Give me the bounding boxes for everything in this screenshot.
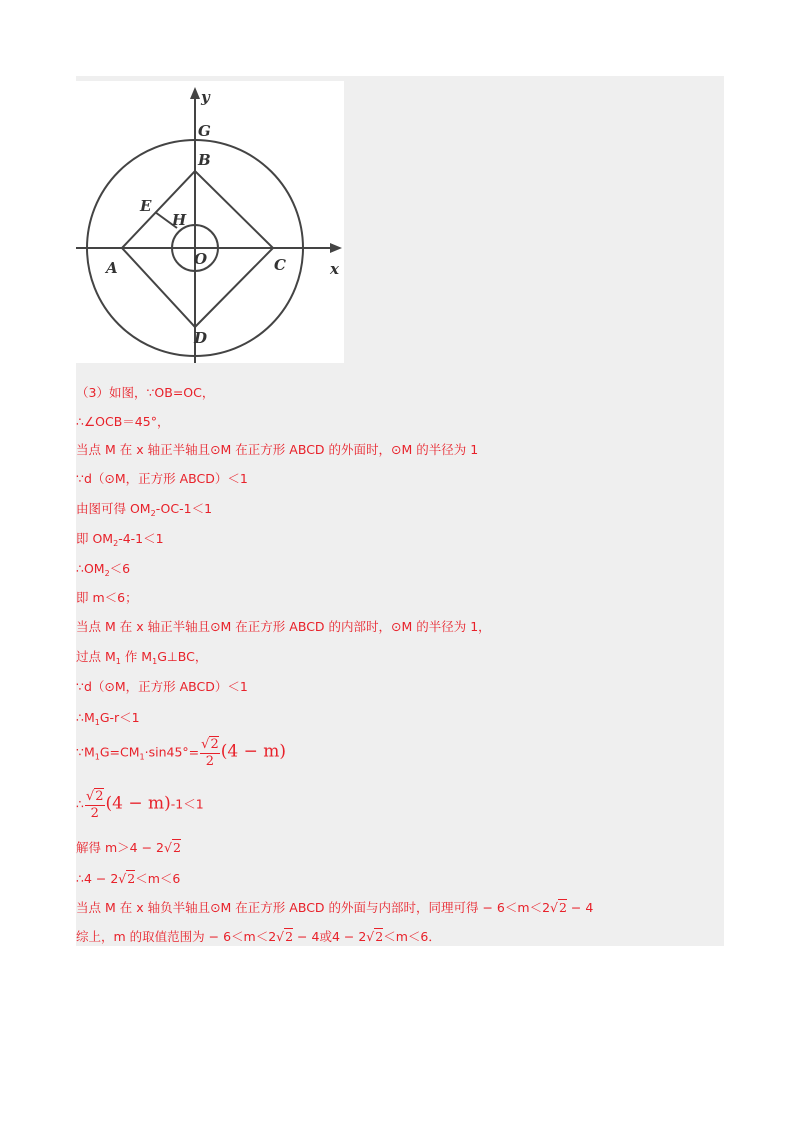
text-segment: -1＜1 xyxy=(170,796,204,812)
text-segment: ＜6 xyxy=(109,561,131,576)
radicand: 2 xyxy=(127,871,136,886)
sqrt-sign: √ xyxy=(366,929,375,944)
text-segment: ＜m＜6 xyxy=(135,871,181,886)
text-segment: 综上，m 的取值范围为 − 6＜m＜2 xyxy=(76,929,277,944)
text-segment: ∴M xyxy=(76,710,95,725)
text-segment: 由图可得 OM xyxy=(76,501,151,516)
text-segment: -4-1＜1 xyxy=(118,531,164,546)
solution-line-15 xyxy=(76,839,716,856)
fraction-denominator: 2 xyxy=(205,754,215,769)
text-segment: 当点 M 在 x 轴负半轴且⊙M 在正方形 ABCD 的外面与内部时，同理可得 − 6＜m＜2 xyxy=(76,900,551,915)
fraction-numerator: √2 xyxy=(201,737,219,752)
solution-line-8: 即 m＜6； xyxy=(76,590,138,605)
fraction xyxy=(200,736,220,770)
text-segment: ∴ xyxy=(76,796,84,812)
paren-expression: (4 − m) xyxy=(105,793,171,814)
label-e: E xyxy=(140,197,152,215)
solution-line-16 xyxy=(76,870,716,887)
subscript: 2 xyxy=(104,569,110,578)
sqrt-sign: √ xyxy=(276,929,285,944)
text-segment: G=CM xyxy=(99,744,140,760)
solution-line-7 xyxy=(76,561,716,582)
fraction-numerator: √2 xyxy=(85,789,104,804)
solution-line-14 xyxy=(76,788,716,822)
text-segment: − 4或4 − 2 xyxy=(293,929,367,944)
paren-expression: (4 − m) xyxy=(220,741,286,762)
subscript: 2 xyxy=(113,539,119,548)
sqrt-sign: √ xyxy=(118,871,127,886)
subscript: 1 xyxy=(152,657,158,666)
solution-line-6 xyxy=(76,531,716,552)
solution-line-12 xyxy=(76,710,716,731)
radicand: 2 xyxy=(375,929,384,944)
label-h: H xyxy=(172,211,187,229)
sqrt-sign: √ xyxy=(163,840,172,855)
text-segment: 作 M xyxy=(120,649,153,664)
text-segment: G-r＜1 xyxy=(99,710,140,725)
solution-line-3: 当点 M 在 x 轴正半轴且⊙M 在正方形 ABCD 的外面时，⊙M 的半径为 1 xyxy=(76,442,479,457)
radicand: 2 xyxy=(559,900,567,915)
solution-line-10 xyxy=(76,649,716,670)
radicand: 2 xyxy=(285,929,294,944)
text-segment: ·sin45°= xyxy=(144,744,200,760)
subscript: 1 xyxy=(139,752,145,762)
text-segment: 解得 m＞4 − 2 xyxy=(76,840,164,855)
label-y: y xyxy=(201,88,210,106)
text-segment: -OC-1＜1 xyxy=(155,501,213,516)
fraction xyxy=(85,788,105,822)
subscript: 1 xyxy=(94,752,100,762)
label-a: A xyxy=(106,259,118,277)
sqrt-sign: √ xyxy=(550,900,558,915)
subscript: 2 xyxy=(150,509,156,518)
y-axis-arrow-icon xyxy=(190,87,200,99)
solution-line-13 xyxy=(76,736,716,770)
solution-line-1: （3）如图，∵OB=OC， xyxy=(76,385,215,400)
subscript: 1 xyxy=(94,718,100,727)
radicand: 2 xyxy=(210,737,219,752)
subscript: 1 xyxy=(115,657,121,666)
solution-line-18 xyxy=(76,928,716,945)
text-segment: 即 OM xyxy=(76,531,114,546)
fraction-denominator: 2 xyxy=(90,806,99,821)
text-segment: ∵M xyxy=(76,744,95,760)
text-segment: ＜m＜6． xyxy=(383,929,441,944)
document-panel xyxy=(76,76,724,946)
label-b: B xyxy=(198,151,211,169)
solution-line-2: ∴∠OCB＝45°， xyxy=(76,414,170,429)
solution-line-4: ∵d（⊙M，正方形 ABCD）＜1 xyxy=(76,471,248,486)
solution-line-17 xyxy=(76,899,716,916)
label-d: D xyxy=(194,329,208,347)
solution-line-11: ∵d（⊙M，正方形 ABCD）＜1 xyxy=(76,679,248,694)
radicand: 2 xyxy=(95,789,104,804)
solution-line-5 xyxy=(76,501,716,522)
text-segment: − 4 xyxy=(566,900,594,915)
figure-svg xyxy=(76,81,344,363)
solution-line-9: 当点 M 在 x 轴正半轴且⊙M 在正方形 ABCD 的内部时，⊙M 的半径为 1， xyxy=(76,619,491,634)
label-o: O xyxy=(194,250,208,268)
label-x: x xyxy=(330,260,339,278)
text-segment: G⊥BC， xyxy=(157,649,208,664)
text-segment: ∴4 − 2 xyxy=(76,871,119,886)
label-c: C xyxy=(274,256,286,274)
radicand: 2 xyxy=(172,840,181,855)
text-segment: ∴OM xyxy=(76,561,105,576)
text-segment: 过点 M xyxy=(76,649,116,664)
geometry-figure xyxy=(76,81,344,363)
label-g: G xyxy=(198,122,211,140)
x-axis-arrow-icon xyxy=(330,243,342,253)
